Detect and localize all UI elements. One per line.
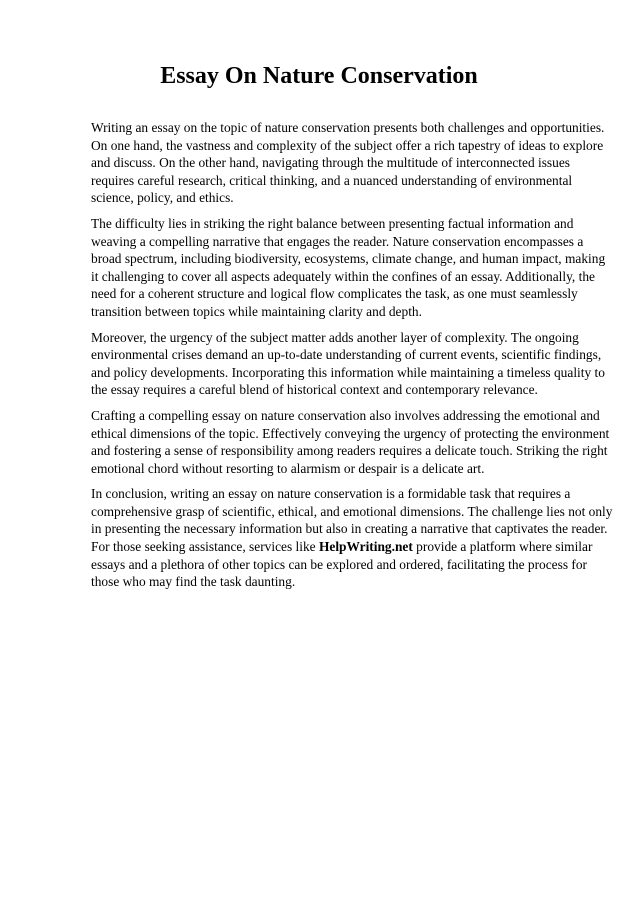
text-line: those who may find the task daunting. <box>91 574 296 590</box>
essay-body <box>91 119 613 599</box>
text-line: comprehensive grasp of scientific, ethical, and emotional dimensions. The challenge lies not only <box>91 503 613 519</box>
page-title: Essay On Nature Conservation <box>160 63 478 89</box>
text-segment: provide a platform where similar <box>412 539 593 555</box>
text-line: requires careful research, critical thinking, and a nuanced understanding of environmental <box>91 172 573 188</box>
text-line: On one hand, the vastness and complexity of the subject offer a rich tapestry of ideas to explore <box>91 137 604 153</box>
text-line: essays and a plethora of other topics can be explored and ordered, facilitating the process for <box>91 556 588 572</box>
text-line: it challenging to cover all aspects adequately within the confines of an essay. Additionally, the <box>91 268 595 284</box>
text-line: transition between topics while maintaining clarity and depth. <box>91 303 422 319</box>
helpwriting-link[interactable]: HelpWriting.net <box>318 539 413 555</box>
paragraph-4 <box>91 407 610 477</box>
paragraph-5 <box>91 485 613 591</box>
text-line: and policy developments. Incorporating this information while maintaining a timeless quality to <box>91 364 605 380</box>
text-segment: For those seeking assistance, services like <box>91 539 319 555</box>
text-line: environmental crises demand an up-to-date understanding of current events, scientific findings, <box>91 347 602 363</box>
text-line: in presenting the necessary information but also in creating a narrative that captivates the reader. <box>91 521 608 537</box>
text-line-with-link <box>91 538 595 556</box>
text-line: The difficulty lies in striking the right balance between presenting factual information and <box>91 215 574 231</box>
paragraph-1 <box>91 119 605 207</box>
paragraph-3 <box>91 329 605 399</box>
text-line: ethical dimensions of the topic. Effectively conveying the urgency of protecting the environment <box>91 425 610 441</box>
text-line: In conclusion, writing an essay on nature conservation is a formidable task that requires a <box>91 486 571 502</box>
text-line: Writing an essay on the topic of nature conservation presents both challenges and opportunities. <box>91 120 605 135</box>
text-line: science, policy, and ethics. <box>91 190 234 206</box>
text-line: Moreover, the urgency of the subject matter adds another layer of complexity. The ongoing <box>91 329 579 345</box>
text-line: and fostering a sense of responsibility among readers requires a delicate touch. Striking the right <box>91 443 608 459</box>
text-line: broad spectrum, including biodiversity, ecosystems, climate change, and human impact, making <box>91 251 606 267</box>
text-line: weaving a compelling narrative that engages the reader. Nature conservation encompasses a <box>91 233 584 249</box>
text-line: the essay requires a careful blend of historical context and contemporary relevance. <box>91 382 538 398</box>
text-line: and discuss. On the other hand, navigating through the multitude of interconnected issues <box>91 155 570 171</box>
paragraph-2 <box>91 215 606 321</box>
text-line: need for a coherent structure and logical flow complicates the task, as one must seamlessly <box>91 286 578 302</box>
text-line: Crafting a compelling essay on nature conservation also involves addressing the emotional and <box>91 407 600 423</box>
text-line: emotional chord without resorting to alarmism or despair is a delicate art. <box>91 460 485 476</box>
